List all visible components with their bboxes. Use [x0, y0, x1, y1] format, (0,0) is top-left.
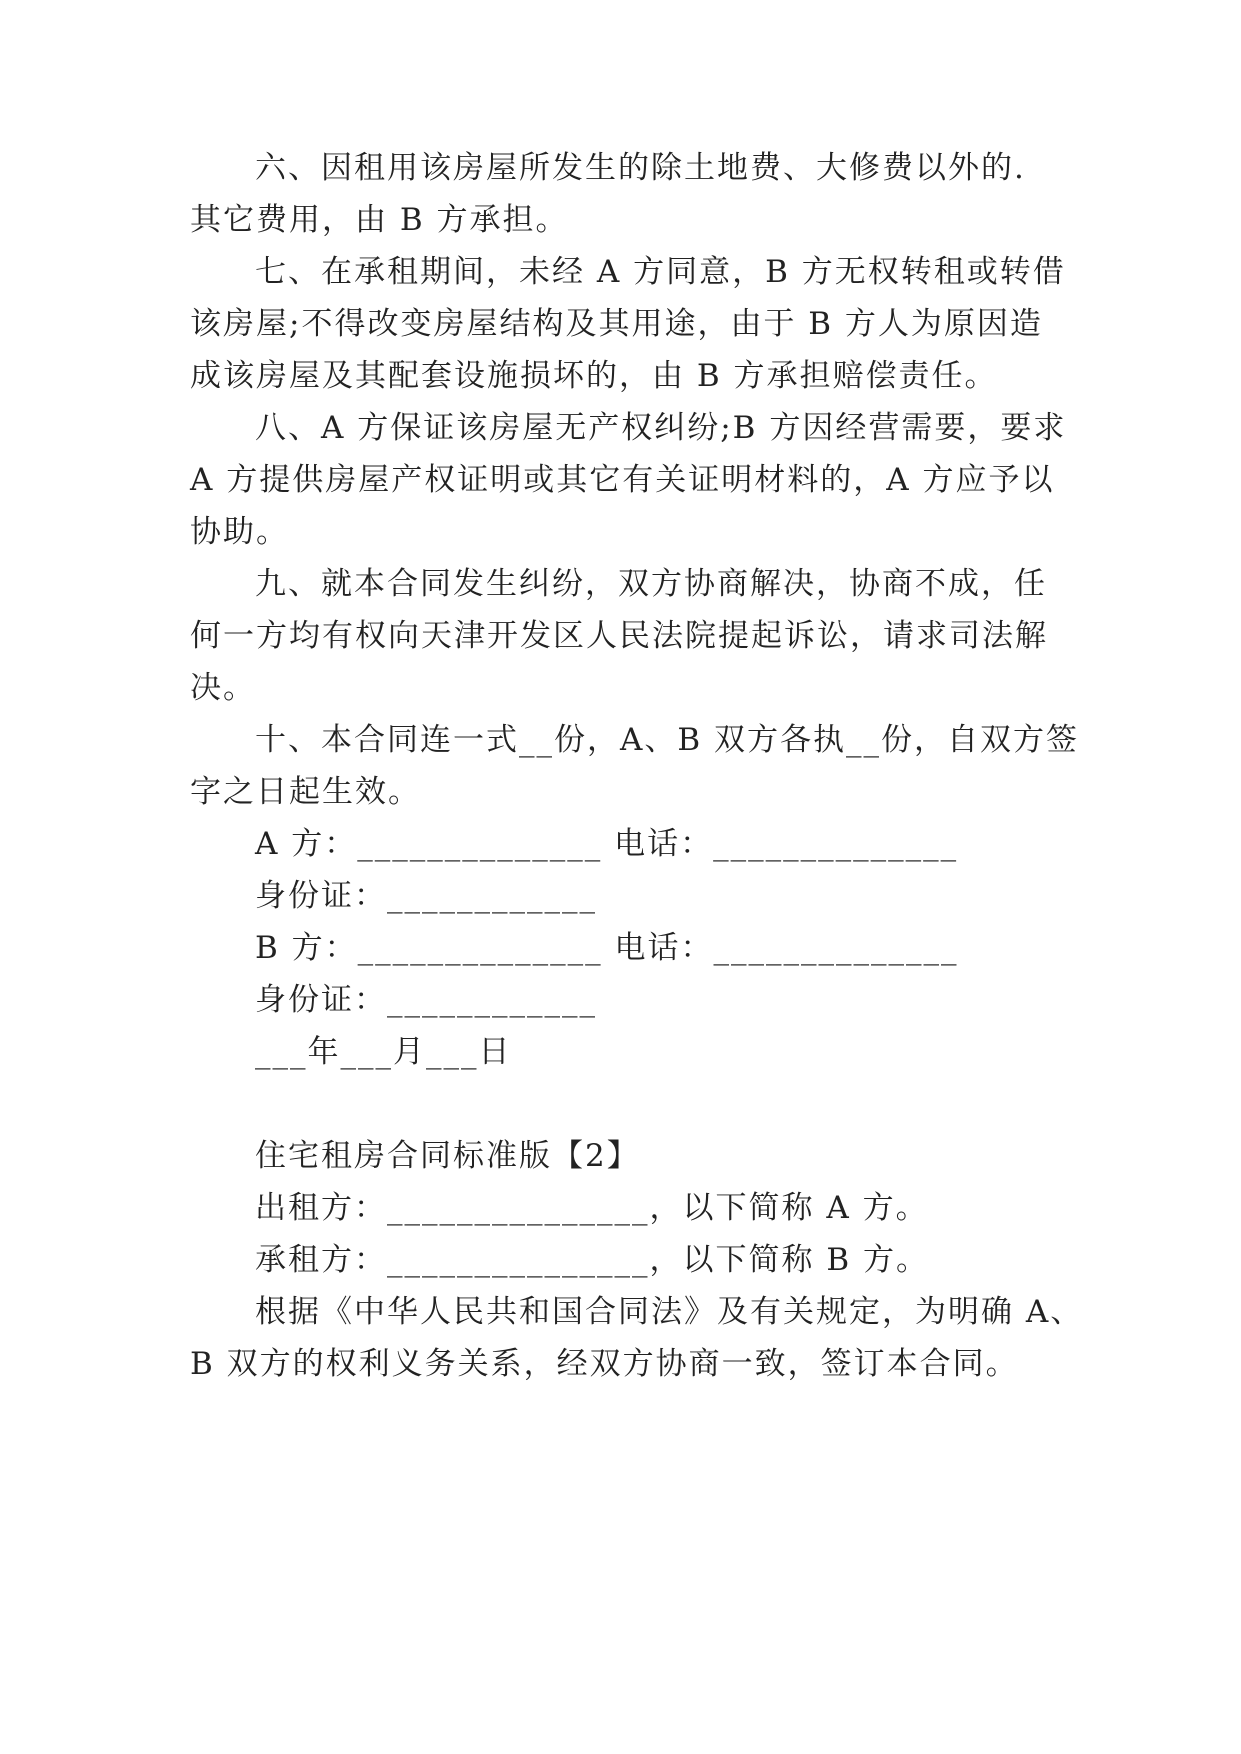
lessor-line: 出租方：_______________，以下简称 A 方。	[255, 1190, 929, 1226]
clause-9-line-3: 决。	[190, 670, 256, 706]
party-b-signature-line: B 方：______________ 电话：______________	[255, 930, 959, 966]
clause-7-line-2: 该房屋;不得改变房屋结构及其用途，由于 B 方人为原因造	[190, 306, 1043, 342]
contract-2-title: 住宅租房合同标准版【2】	[255, 1138, 640, 1174]
clause-7-line-1: 七、在承租期间，未经 A 方同意，B 方无权转租或转借	[255, 254, 1066, 290]
preamble-line-1: 根据《中华人民共和国合同法》及有关规定，为明确 A、	[255, 1294, 1084, 1330]
clause-9-line-1: 九、就本合同发生纠纷，双方协商解决，协商不成，任	[255, 566, 1047, 602]
clause-10-line-2: 字之日起生效。	[190, 774, 421, 810]
clause-8-line-1: 八、A 方保证该房屋无产权纠纷;B 方因经营需要，要求	[255, 410, 1067, 446]
clause-6-line-1: 六、因租用该房屋所发生的除土地费、大修费以外的.	[255, 150, 1026, 186]
party-a-signature-line: A 方：______________ 电话：______________	[255, 826, 959, 862]
clause-9-line-2: 何一方均有权向天津开发区人民法院提起诉讼，请求司法解	[190, 618, 1048, 654]
preamble-line-2: B 双方的权利义务关系，经双方协商一致，签订本合同。	[190, 1346, 1019, 1382]
date-line: ___年___月___日	[255, 1034, 512, 1070]
clause-10-line-1: 十、本合同连一式__份，A、B 双方各执__份，自双方签	[255, 722, 1080, 758]
clause-7-line-3: 成该房屋及其配套设施损坏的，由 B 方承担赔偿责任。	[190, 358, 998, 394]
clause-8-line-2: A 方提供房屋产权证明或其它有关证明材料的，A 方应予以	[190, 462, 1055, 498]
clause-8-line-3: 协助。	[190, 514, 289, 550]
lessee-line: 承租方：_______________，以下简称 B 方。	[255, 1242, 929, 1278]
party-a-id-line: 身份证：____________	[255, 878, 597, 914]
party-b-id-line: 身份证：____________	[255, 982, 597, 1018]
clause-6-line-2: 其它费用，由 B 方承担。	[190, 202, 569, 238]
